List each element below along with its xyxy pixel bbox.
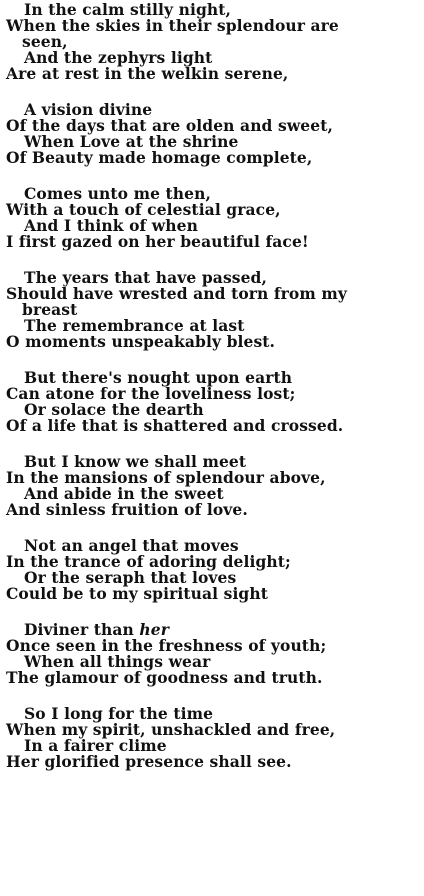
line-text: But there's nought upon earth	[24, 368, 293, 387]
poem-line	[0, 502, 424, 518]
line-text: Or the seraph that loves	[24, 568, 237, 587]
line-text: And the zephyrs light	[24, 48, 213, 67]
line-text: With a touch of celestial grace,	[6, 200, 281, 219]
poem-line	[0, 586, 424, 602]
stanza	[0, 186, 424, 250]
line-text: Diviner than	[24, 620, 140, 639]
line-text: Could be to my spiritual sight	[6, 584, 269, 603]
line-text: Of the days that are olden and sweet,	[6, 116, 333, 135]
line-text: Can atone for the loveliness lost;	[6, 384, 296, 403]
stanza	[0, 270, 424, 350]
poem-line	[0, 66, 424, 82]
line-text: And sinless fruition of love.	[6, 500, 248, 519]
line-text: Should have wrested and torn from my	[6, 284, 347, 303]
line-text: But I know we shall meet	[24, 452, 247, 471]
line-text: O moments unspeakably blest.	[6, 332, 276, 351]
line-text: The years that have passed,	[24, 268, 267, 287]
line-italic-word: her	[139, 620, 169, 639]
line-text: When the skies in their splendour are	[6, 16, 339, 35]
line-text: In a fairer clime	[24, 736, 167, 755]
stanza	[0, 538, 424, 602]
line-text: In the trance of adoring delight;	[6, 552, 291, 571]
line-text: breast	[22, 300, 78, 319]
line-text: And abide in the sweet	[24, 484, 224, 503]
poem-line	[0, 234, 424, 250]
line-text: Of a life that is shattered and crossed.	[6, 416, 344, 435]
stanza	[0, 706, 424, 770]
poem-line	[0, 754, 424, 770]
stanza	[0, 2, 424, 82]
line-text: Comes unto me then,	[24, 184, 212, 203]
line-text: Or solace the dearth	[24, 400, 204, 419]
stanza	[0, 454, 424, 518]
line-text: Of Beauty made homage complete,	[6, 148, 313, 167]
stanza	[0, 622, 424, 686]
line-text: In the mansions of splendour above,	[6, 468, 326, 487]
line-text: A vision divine	[24, 100, 153, 119]
line-text: When all things wear	[24, 652, 211, 671]
line-text: Her glorified presence shall see.	[6, 752, 292, 771]
poem-line	[0, 150, 424, 166]
poem-line	[0, 670, 424, 686]
line-text: Once seen in the freshness of youth;	[6, 636, 327, 655]
line-text: So I long for the time	[24, 704, 214, 723]
stanza	[0, 370, 424, 434]
line-text: The glamour of goodness and truth.	[6, 668, 323, 687]
line-text: Are at rest in the welkin serene,	[6, 64, 289, 83]
line-text: The remembrance at last	[24, 316, 245, 335]
poem-line	[0, 418, 424, 434]
line-text: When Love at the shrine	[24, 132, 239, 151]
line-text: And I think of when	[24, 216, 198, 235]
line-text: I first gazed on her beautiful face!	[6, 232, 309, 251]
line-text: Not an angel that moves	[24, 536, 239, 555]
line-text: In the calm stilly night,	[24, 0, 232, 19]
stanza	[0, 102, 424, 166]
poem-line	[0, 334, 424, 350]
line-text: When my spirit, unshackled and free,	[6, 720, 336, 739]
line-text: seen,	[22, 32, 68, 51]
